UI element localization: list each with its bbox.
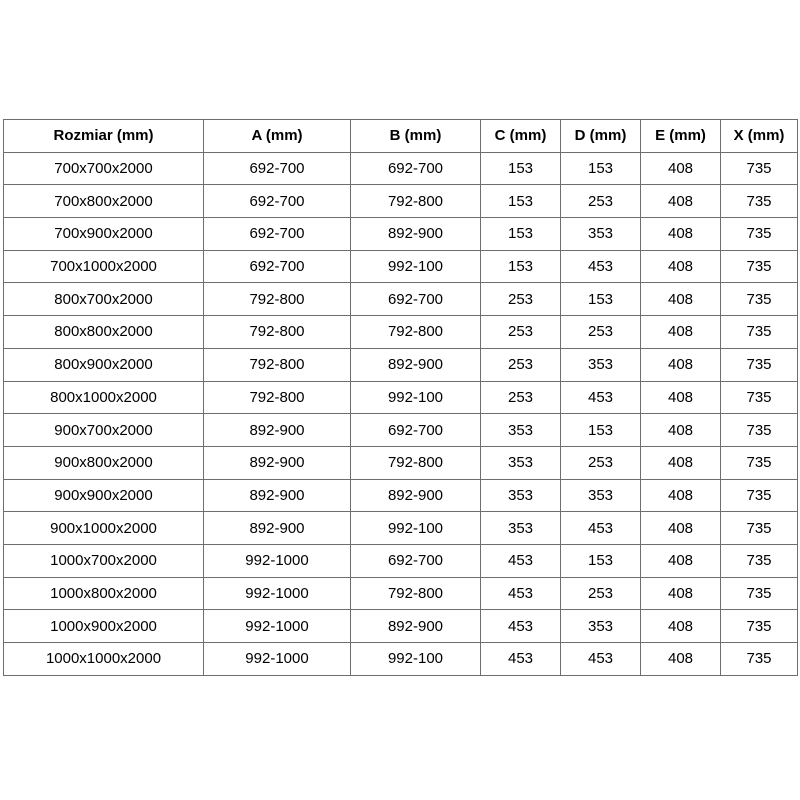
table-row — [4, 316, 798, 349]
table-row — [4, 218, 798, 251]
table-cell: 453 — [561, 381, 641, 414]
table-cell: 253 — [481, 381, 561, 414]
table-row — [4, 577, 798, 610]
table-cell: 453 — [481, 610, 561, 643]
table-cell: 892-900 — [351, 610, 481, 643]
table-cell: 153 — [481, 218, 561, 251]
table-cell: 792-800 — [351, 316, 481, 349]
table-cell: 453 — [561, 643, 641, 676]
table-cell: 153 — [561, 283, 641, 316]
table-cell: 253 — [561, 316, 641, 349]
column-header: Rozmiar (mm) — [4, 120, 204, 153]
table-cell: 153 — [481, 185, 561, 218]
table-cell: 353 — [561, 610, 641, 643]
table-cell: 153 — [481, 152, 561, 185]
table-cell: 453 — [561, 250, 641, 283]
table-cell: 353 — [481, 414, 561, 447]
table-cell: 408 — [641, 544, 721, 577]
table-cell: 735 — [721, 185, 798, 218]
table-cell: 735 — [721, 152, 798, 185]
table-cell: 353 — [561, 218, 641, 251]
table-cell: 992-1000 — [204, 544, 351, 577]
table-cell: 735 — [721, 414, 798, 447]
table-cell: 253 — [561, 446, 641, 479]
table-cell: 735 — [721, 381, 798, 414]
table-cell: 992-100 — [351, 250, 481, 283]
table-cell: 992-100 — [351, 381, 481, 414]
table-cell: 453 — [481, 643, 561, 676]
table-cell: 792-800 — [351, 185, 481, 218]
table-cell: 700x800x2000 — [4, 185, 204, 218]
table-cell: 992-100 — [351, 512, 481, 545]
table-row — [4, 643, 798, 676]
table-cell: 153 — [561, 544, 641, 577]
column-header: C (mm) — [481, 120, 561, 153]
table-cell: 800x800x2000 — [4, 316, 204, 349]
table-cell: 700x1000x2000 — [4, 250, 204, 283]
column-header: A (mm) — [204, 120, 351, 153]
table-body — [4, 152, 798, 675]
table-cell: 408 — [641, 643, 721, 676]
table-cell: 253 — [561, 577, 641, 610]
table-cell: 735 — [721, 544, 798, 577]
table-cell: 1000x1000x2000 — [4, 643, 204, 676]
table-cell: 408 — [641, 414, 721, 447]
table-row — [4, 610, 798, 643]
table-cell: 353 — [561, 348, 641, 381]
table-cell: 735 — [721, 610, 798, 643]
table-cell: 692-700 — [351, 414, 481, 447]
table-cell: 892-900 — [204, 446, 351, 479]
table-cell: 408 — [641, 152, 721, 185]
table-cell: 900x700x2000 — [4, 414, 204, 447]
table-row — [4, 381, 798, 414]
table-cell: 408 — [641, 218, 721, 251]
table-cell: 735 — [721, 316, 798, 349]
table-cell: 900x800x2000 — [4, 446, 204, 479]
table-cell: 408 — [641, 348, 721, 381]
column-header: D (mm) — [561, 120, 641, 153]
table-cell: 692-700 — [351, 283, 481, 316]
table-cell: 735 — [721, 348, 798, 381]
table-cell: 900x1000x2000 — [4, 512, 204, 545]
table-cell: 692-700 — [351, 544, 481, 577]
table-cell: 353 — [481, 446, 561, 479]
table-cell: 253 — [481, 283, 561, 316]
table-cell: 408 — [641, 479, 721, 512]
table-cell: 353 — [481, 512, 561, 545]
table-row — [4, 185, 798, 218]
table-row — [4, 479, 798, 512]
table-cell: 992-100 — [351, 643, 481, 676]
table-cell: 408 — [641, 577, 721, 610]
table-cell: 692-700 — [204, 152, 351, 185]
table-cell: 692-700 — [204, 185, 351, 218]
table-row — [4, 414, 798, 447]
table-row — [4, 446, 798, 479]
table-cell: 992-1000 — [204, 577, 351, 610]
table-cell: 992-1000 — [204, 643, 351, 676]
table-cell: 408 — [641, 381, 721, 414]
table-cell: 408 — [641, 316, 721, 349]
table-cell: 1000x900x2000 — [4, 610, 204, 643]
table-cell: 453 — [481, 577, 561, 610]
table-row — [4, 544, 798, 577]
table-cell: 800x700x2000 — [4, 283, 204, 316]
table-cell: 892-900 — [204, 479, 351, 512]
table-cell: 408 — [641, 283, 721, 316]
table-cell: 453 — [561, 512, 641, 545]
table-cell: 792-800 — [204, 348, 351, 381]
table-cell: 792-800 — [204, 283, 351, 316]
table-cell: 408 — [641, 512, 721, 545]
table-cell: 1000x800x2000 — [4, 577, 204, 610]
table-cell: 408 — [641, 185, 721, 218]
table-cell: 253 — [481, 316, 561, 349]
table-cell: 900x900x2000 — [4, 479, 204, 512]
table-cell: 253 — [561, 185, 641, 218]
table-cell: 992-1000 — [204, 610, 351, 643]
table-cell: 892-900 — [204, 414, 351, 447]
table-cell: 735 — [721, 512, 798, 545]
size-spec-table — [3, 119, 798, 676]
table-cell: 735 — [721, 283, 798, 316]
table-cell: 735 — [721, 643, 798, 676]
table-cell: 153 — [561, 152, 641, 185]
table-cell: 792-800 — [351, 446, 481, 479]
column-header: B (mm) — [351, 120, 481, 153]
table-cell: 892-900 — [351, 479, 481, 512]
table-cell: 792-800 — [204, 381, 351, 414]
table-row — [4, 250, 798, 283]
table-cell: 735 — [721, 446, 798, 479]
table-cell: 692-700 — [204, 218, 351, 251]
column-header: E (mm) — [641, 120, 721, 153]
table-row — [4, 512, 798, 545]
size-spec-table-container — [3, 119, 797, 676]
table-cell: 153 — [561, 414, 641, 447]
table-cell: 153 — [481, 250, 561, 283]
table-cell: 353 — [481, 479, 561, 512]
table-cell: 792-800 — [204, 316, 351, 349]
table-row — [4, 283, 798, 316]
table-cell: 408 — [641, 446, 721, 479]
table-cell: 800x1000x2000 — [4, 381, 204, 414]
table-cell: 735 — [721, 218, 798, 251]
table-cell: 735 — [721, 577, 798, 610]
table-cell: 735 — [721, 250, 798, 283]
table-cell: 792-800 — [351, 577, 481, 610]
table-cell: 353 — [561, 479, 641, 512]
table-cell: 453 — [481, 544, 561, 577]
table-cell: 408 — [641, 610, 721, 643]
table-cell: 700x700x2000 — [4, 152, 204, 185]
table-cell: 892-900 — [351, 348, 481, 381]
table-cell: 892-900 — [204, 512, 351, 545]
table-cell: 253 — [481, 348, 561, 381]
table-cell: 700x900x2000 — [4, 218, 204, 251]
header-row — [4, 120, 798, 153]
table-cell: 692-700 — [204, 250, 351, 283]
column-header: X (mm) — [721, 120, 798, 153]
table-cell: 892-900 — [351, 218, 481, 251]
table-cell: 1000x700x2000 — [4, 544, 204, 577]
table-cell: 735 — [721, 479, 798, 512]
table-row — [4, 152, 798, 185]
table-row — [4, 348, 798, 381]
table-cell: 692-700 — [351, 152, 481, 185]
table-cell: 800x900x2000 — [4, 348, 204, 381]
table-cell: 408 — [641, 250, 721, 283]
table-header — [4, 120, 798, 153]
